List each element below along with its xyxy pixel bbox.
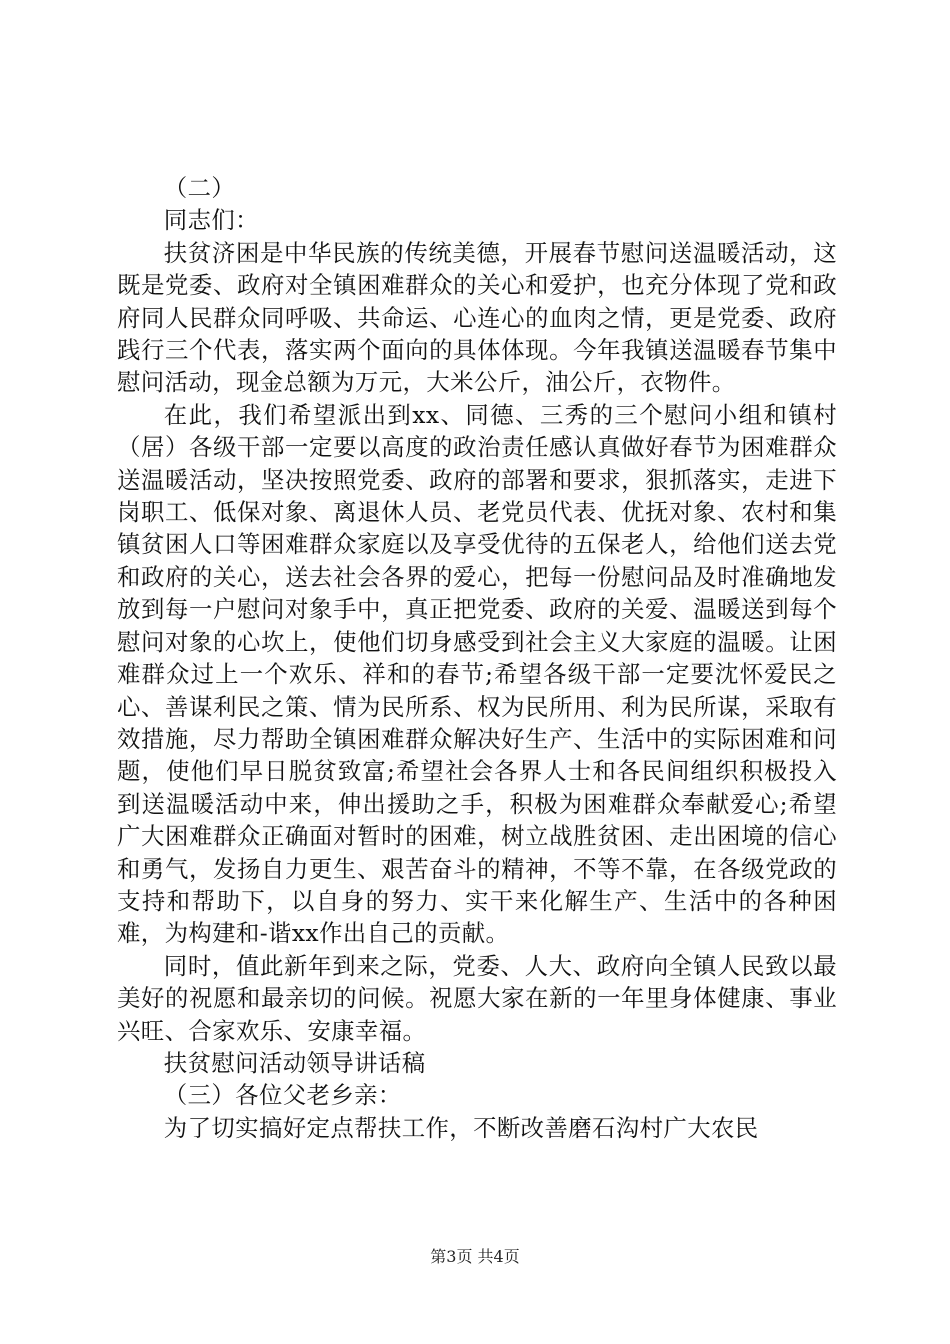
paragraph: 在此，我们希望派出到xx、同德、三秀的三个慰问小组和镇村（居）各级干部一定要以高度的政治责任感认真做好春节为困难群众送温暖活动，坚决按照党委、政府的部署和要求，狠抓落实，走进下岗职工、低保对象、离退休人员、老党员代表、优抚对象、农村和集镇贫困人口等困难群众家庭以及享受优待的五保老人，给他们送去党和政府的关心，送去社会各界的爱心，把每一份慰问品及时准确地发放到每一户慰问对象手中，真正把党委、政府的关爱、温暖送到每个慰问对象的心坎上，使他们切身感受到社会主义大家庭的温暖。让困难群众过上一个欢乐、祥和的春节;希望各级干部一定要沈怀爱民之心、善谋利民之策、情为民所系、权为民所用、利为民所谋，采取有效措施，尽力帮助全镇困难群众解决好生产、生活中的实际困难和问题，使他们早日脱贫致富;希望社会各界人士和各民间组织积极投入到送温暖活动中来，伸出援助之手，积极为困难群众奉献爱心;希望广大困难群众正确面对暂时的困难，树立战胜贫困、走出困境的信心和勇气，发扬自力更生、艰苦奋斗的精神，不等不靠，在各级党政的支持和帮助下，以自身的努力、实干来化解生产、生活中的各种困难，为构建和-谐xx作出自己的贡献。 <box>117 400 837 948</box>
salutation: 同志们： <box>163 206 259 235</box>
page-number-footer: 第3页 共4页 <box>430 1247 520 1266</box>
document-title: 扶贫慰问活动领导讲话稿 <box>163 1048 426 1077</box>
paragraph: 同时，值此新年到来之际，党委、人大、政府向全镇人民致以最美好的祝愿和最亲切的问候。祝愿大家在新的一年里身体健康、事业兴旺、合家欢乐、安康幸福。 <box>117 951 837 1045</box>
paragraph: 扶贫济困是中华民族的传统美德，开展春节慰问送温暖活动，这既是党委、政府对全镇困难群众的关心和爱护，也充分体现了党和政府同人民群众同呼吸、共命运、心连心的血肉之情，更是党委、政府践行三个代表，落实两个面向的具体体现。今年我镇送温暖春节集中慰问活动，现金总额为万元，大米公斤，油公斤，衣物件。 <box>117 238 837 397</box>
section-heading-2: （二） <box>163 174 236 202</box>
document-body <box>117 172 837 1144</box>
section-heading-3: （三）各位父老乡亲： <box>163 1081 402 1110</box>
paragraph: 为了切实搞好定点帮扶工作，不断改善磨石沟村广大农民 <box>163 1113 759 1142</box>
